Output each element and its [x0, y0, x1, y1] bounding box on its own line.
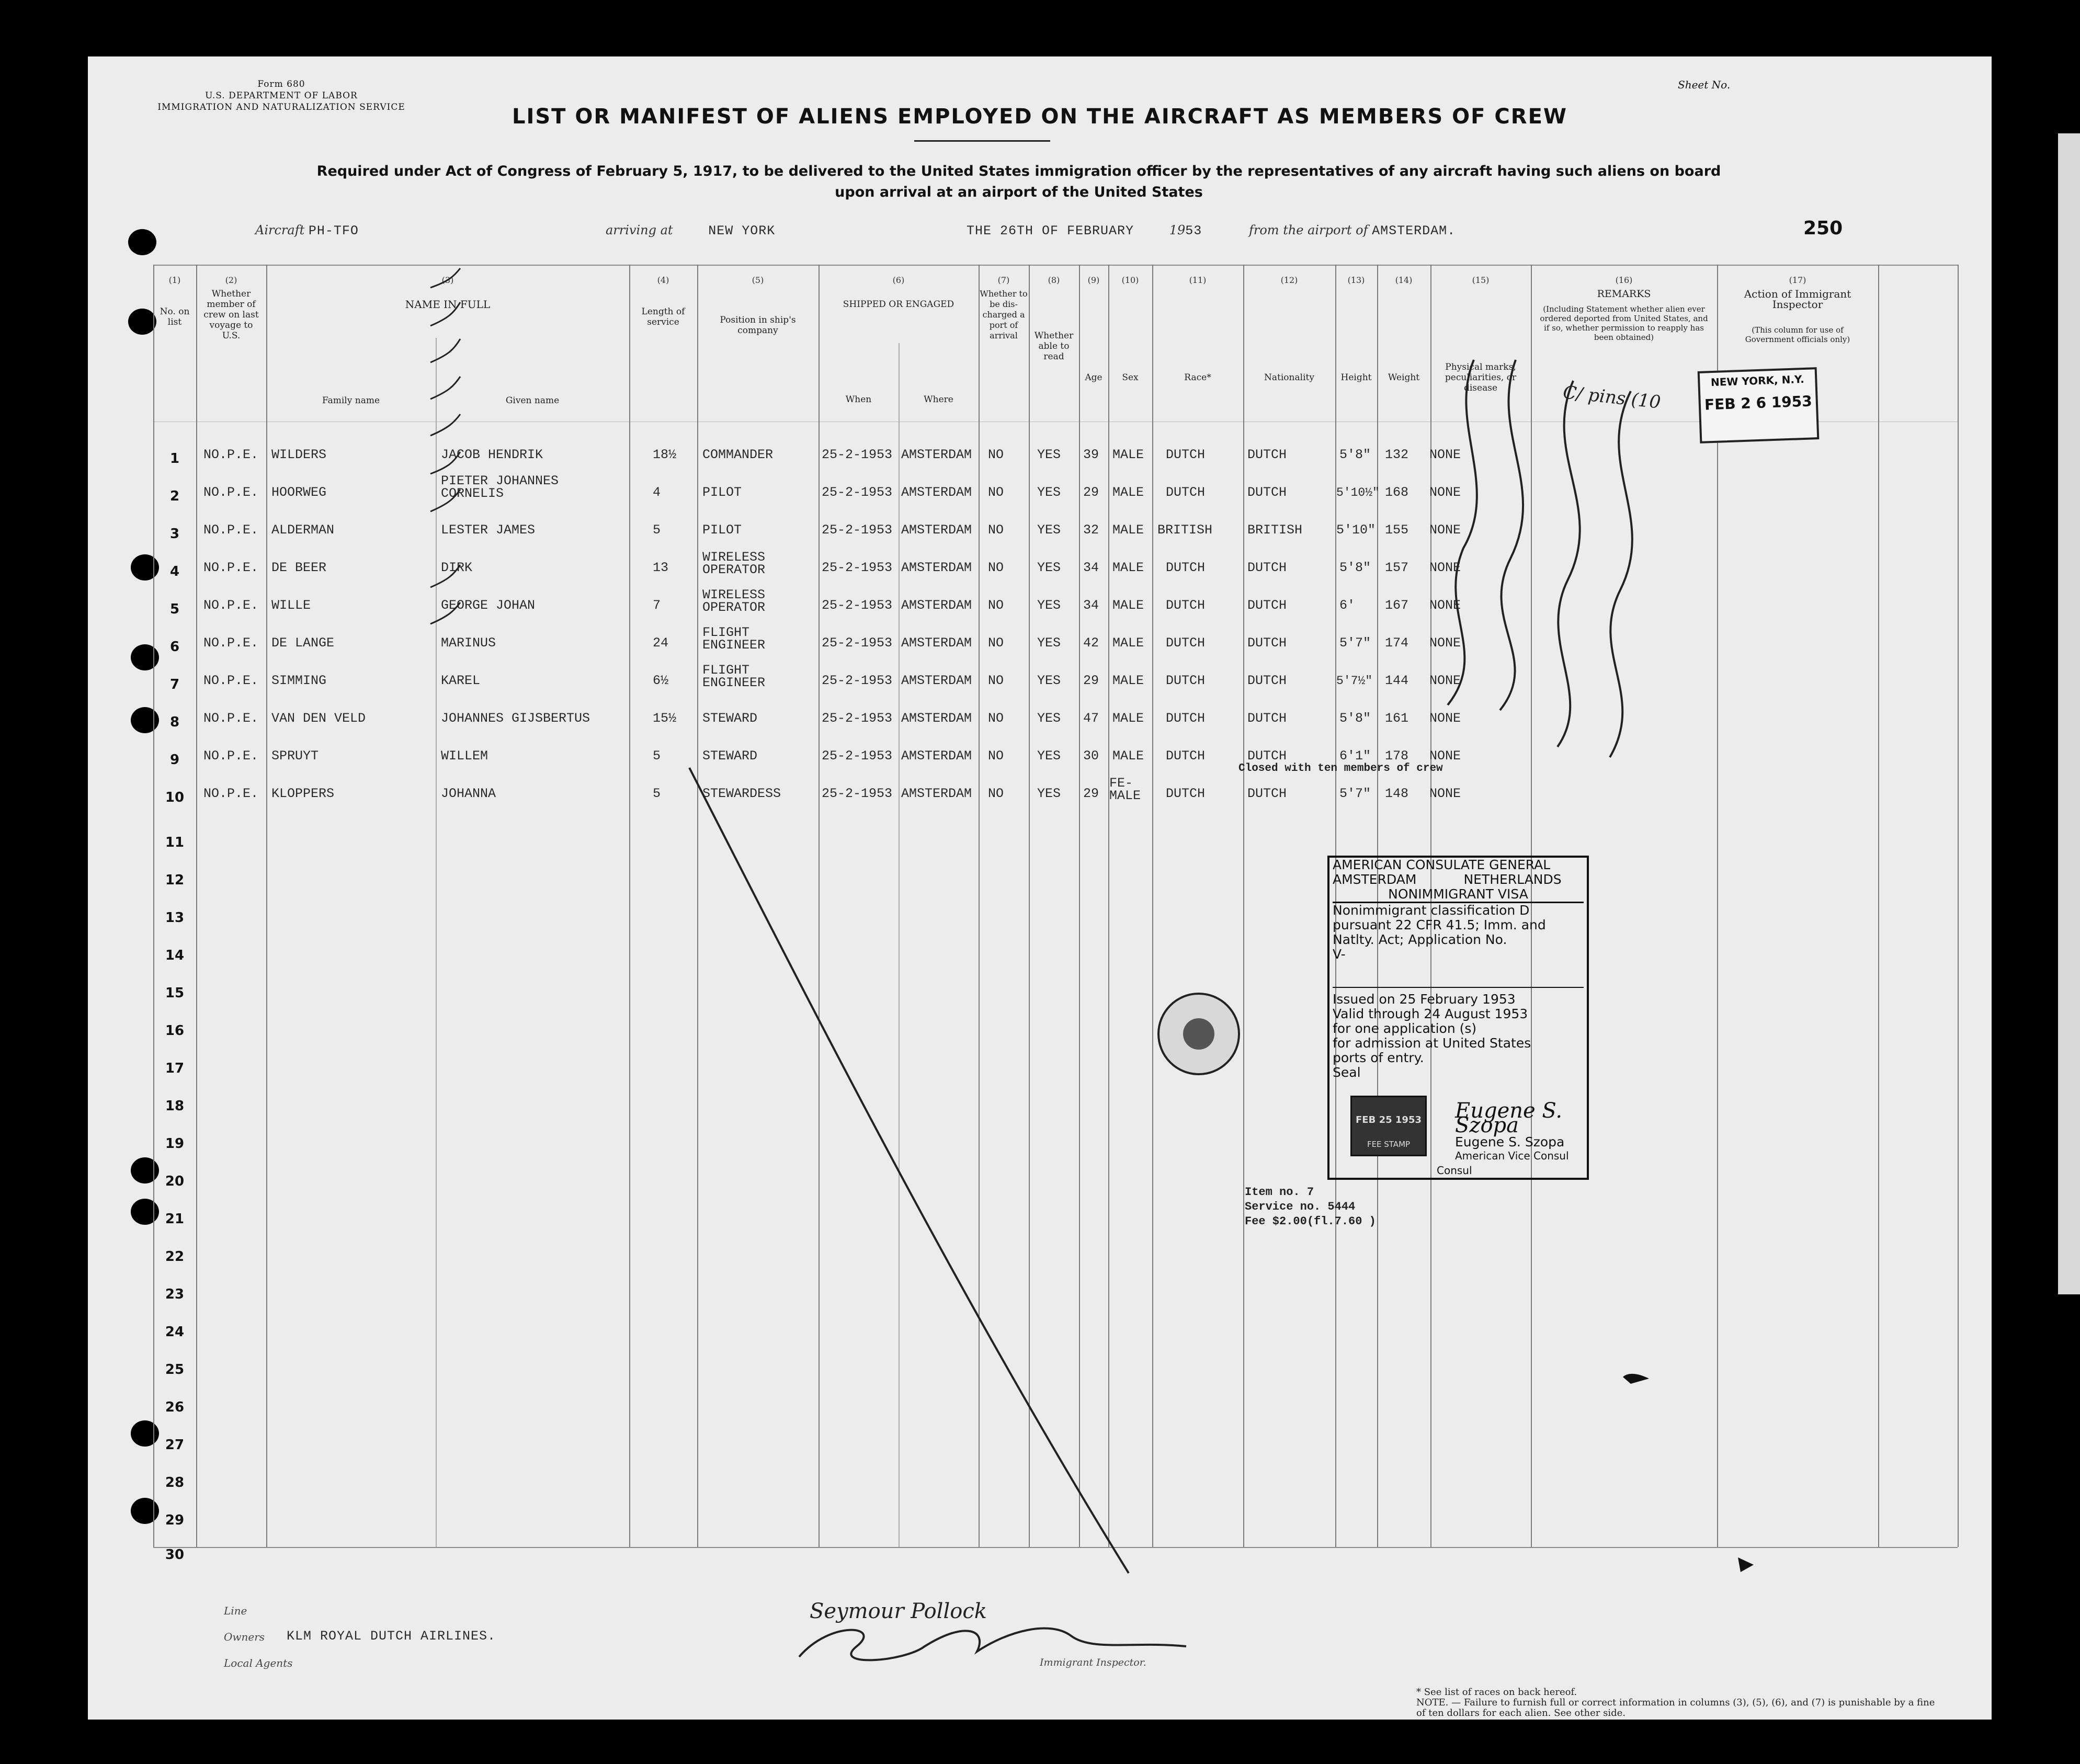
cell-marks: NONE	[1429, 522, 1461, 538]
cell-given-name: JOHANNES GIJSBERTUS	[441, 711, 590, 726]
cell-where: AMSTERDAM	[901, 673, 972, 688]
fee-stamp-label: FEE STAMP	[1367, 1140, 1411, 1149]
cell-race: DUTCH	[1166, 635, 1206, 651]
cell-weight: 161	[1385, 711, 1409, 726]
cell-race: DUTCH	[1166, 673, 1206, 688]
consulate-seal	[1157, 993, 1240, 1075]
cell-marks: NONE	[1429, 673, 1461, 688]
cell-family-name: VAN DEN VELD	[271, 711, 366, 726]
cell-read: YES	[1037, 786, 1061, 801]
owners-value: KLM ROYAL DUTCH AIRLINES.	[287, 1629, 496, 1644]
cell-discharged: NO	[988, 786, 1004, 801]
row-number: 29	[165, 1512, 185, 1528]
fee-stamp-date: FEB 25 1953	[1356, 1114, 1422, 1125]
cell-family-name: KLOPPERS	[271, 786, 335, 801]
visa-admission: for admission at United States	[1333, 1035, 1531, 1051]
cell-read: YES	[1037, 748, 1061, 764]
col-header-marks: Physical marks, peculiarities, or disease	[1445, 362, 1517, 393]
consul-name: Eugene S. Szopa	[1455, 1134, 1565, 1150]
cell-race: DUTCH	[1166, 485, 1206, 500]
cell-where: AMSTERDAM	[901, 598, 972, 613]
col-header-action: Action of Immigrant Inspector	[1744, 288, 1851, 311]
cell-position: COMMANDER	[702, 447, 774, 462]
cell-nationality: DUTCH	[1247, 447, 1287, 462]
cell-when: 25-2-1953	[822, 485, 893, 500]
cell-nationality: DUTCH	[1247, 560, 1287, 575]
col-number: (4)	[657, 275, 669, 285]
cell-weight: 178	[1385, 748, 1409, 764]
col-header-given-name: Given name	[505, 395, 560, 406]
row-number: 8	[169, 714, 180, 730]
col-header-weight: Weight	[1388, 372, 1420, 383]
stamp-date: FEB 2 6 1953	[1704, 392, 1813, 414]
col-number: (13)	[1347, 275, 1365, 285]
port-entry-stamp	[1698, 367, 1820, 443]
col-header-nationality: Nationality	[1264, 372, 1314, 383]
cell-read: YES	[1037, 560, 1061, 575]
cancel-line	[689, 768, 1129, 1573]
cell-discharged: NO	[988, 711, 1004, 726]
row-number: 21	[165, 1211, 185, 1227]
col-number: (3)	[441, 275, 454, 285]
cell-height: 5'7"	[1339, 635, 1371, 651]
col-number: (5)	[752, 275, 764, 285]
cell-weight: 174	[1385, 635, 1409, 651]
cell-weight: 132	[1385, 447, 1409, 462]
col-number: (2)	[225, 275, 237, 285]
cell-family-name: WILLE	[271, 598, 311, 613]
cell-height: 5'10"	[1336, 522, 1376, 538]
cell-when: 25-2-1953	[822, 786, 893, 801]
cell-discharged: NO	[988, 522, 1004, 538]
cell-position: STEWARDESS	[702, 786, 781, 801]
arriving-field: arriving at NEW YORK	[606, 223, 776, 238]
cell-read: YES	[1037, 522, 1061, 538]
row-number: 16	[165, 1023, 185, 1039]
col-number: (10)	[1121, 275, 1139, 285]
row-number: 28	[165, 1475, 185, 1490]
cell-where: AMSTERDAM	[901, 748, 972, 764]
cell-marks: NONE	[1429, 598, 1461, 613]
cell-prev-voyage: NO.P.E.	[203, 522, 259, 538]
cell-where: AMSTERDAM	[901, 711, 972, 726]
cell-given-name: DIRK	[441, 560, 473, 575]
col-header-action-note: (This column for use of Government officials only)	[1745, 325, 1850, 344]
col-header-when: When	[845, 394, 872, 405]
cell-service: 24	[653, 635, 669, 651]
col-header-discharged: Whether to be dis-charged a port of arrival	[980, 289, 1028, 340]
cell-nationality: DUTCH	[1247, 673, 1287, 688]
cell-weight: 167	[1385, 598, 1409, 613]
col-header-sex: Sex	[1122, 372, 1139, 383]
cell-where: AMSTERDAM	[901, 560, 972, 575]
row-number: 2	[169, 488, 180, 504]
col-number: (17)	[1789, 275, 1806, 285]
consul-signature: Eugene S. Szopa	[1455, 1099, 1563, 1137]
ditto-wave-3	[1558, 381, 1580, 747]
aircraft-field: Aircraft PH-TFO	[255, 223, 359, 238]
cell-nationality: DUTCH	[1247, 485, 1287, 500]
col-number: (12)	[1280, 275, 1298, 285]
cell-sex: MALE	[1112, 711, 1144, 726]
cell-sex: MALE	[1112, 447, 1144, 462]
row-number: 22	[165, 1249, 185, 1265]
cell-nationality: DUTCH	[1247, 748, 1287, 764]
col-number: (14)	[1395, 275, 1413, 285]
visa-classification: Nonimmigrant classification D	[1333, 903, 1530, 918]
col-number: (1)	[168, 275, 181, 285]
col-header-service: Length of service	[641, 306, 685, 327]
cell-prev-voyage: NO.P.E.	[203, 711, 259, 726]
cell-discharged: NO	[988, 673, 1004, 688]
col-header-prev-voyage: Whether member of crew on last voyage to U.S.	[203, 289, 259, 341]
date-field: THE 26TH OF FEBRUARY 1953	[967, 223, 1202, 238]
cell-sex: MALE	[1112, 748, 1144, 764]
cell-service: 18½	[653, 447, 677, 462]
cell-height: 6'1"	[1339, 748, 1371, 764]
cell-given-name: GEORGE JOHAN	[441, 598, 536, 613]
cell-sex: MALE	[1112, 560, 1144, 575]
cell-read: YES	[1037, 711, 1061, 726]
cell-read: YES	[1037, 485, 1061, 500]
col-header-race: Race*	[1184, 372, 1211, 383]
cell-where: AMSTERDAM	[901, 786, 972, 801]
cell-sex: MALE	[1112, 485, 1144, 500]
service-number: Service no. 5444	[1245, 1200, 1356, 1213]
row-number: 25	[165, 1362, 185, 1378]
col-header-read: Whether able to read	[1034, 331, 1074, 362]
col-header-shipped: SHIPPED OR ENGAGED	[843, 299, 954, 310]
cell-nationality: DUTCH	[1247, 598, 1287, 613]
cell-discharged: NO	[988, 635, 1004, 651]
cell-given-name: PIETER JOHANNES CORNELIS	[441, 473, 559, 501]
cell-race: DUTCH	[1166, 748, 1206, 764]
col-number: (11)	[1189, 275, 1207, 285]
visa-seal: Seal	[1333, 1065, 1361, 1080]
inspector-label: Immigrant Inspector.	[1040, 1657, 1146, 1668]
cell-family-name: SPRUYT	[271, 748, 319, 764]
cell-race: DUTCH	[1166, 786, 1206, 801]
cell-service: 5	[653, 522, 661, 538]
cell-position: FLIGHT ENGINEER	[702, 663, 766, 690]
cell-when: 25-2-1953	[822, 635, 893, 651]
col-header-remarks: REMARKS	[1597, 288, 1651, 300]
visa-issued: Issued on 25 February 1953	[1333, 992, 1516, 1007]
cell-where: AMSTERDAM	[901, 447, 972, 462]
row-number: 4	[169, 564, 180, 579]
fee-record	[1245, 1185, 1376, 1229]
cell-prev-voyage: NO.P.E.	[203, 447, 259, 462]
cell-family-name: ALDERMAN	[271, 522, 335, 538]
visa-city-country: AMSTERDAM NETHERLANDS	[1333, 872, 1562, 887]
adjacent-page-edge	[2058, 133, 2080, 1294]
cell-family-name: DE BEER	[271, 560, 327, 575]
cell-when: 25-2-1953	[822, 522, 893, 538]
cell-marks: NONE	[1429, 786, 1461, 801]
visa-number: V-	[1333, 947, 1346, 962]
col-header-height: Height	[1340, 372, 1372, 383]
row-number: 1	[169, 451, 180, 466]
cell-when: 25-2-1953	[822, 560, 893, 575]
cell-prev-voyage: NO.P.E.	[203, 673, 259, 688]
row-number: 6	[169, 639, 180, 655]
fee-stamp	[1350, 1096, 1427, 1156]
ditto-wave-4	[1610, 391, 1632, 757]
cell-nationality: BRITISH	[1247, 522, 1303, 538]
cell-age: 34	[1083, 560, 1099, 575]
row-number: 9	[169, 752, 180, 768]
cell-age: 30	[1083, 748, 1099, 764]
cell-given-name: WILLEM	[441, 748, 488, 764]
cell-weight: 144	[1385, 673, 1409, 688]
col-header-remarks-note: (Including Statement whether alien ever ordered deported from United States, and if so, whether permission to reapply has been obtained)	[1540, 304, 1708, 342]
cell-race: DUTCH	[1166, 598, 1206, 613]
cell-read: YES	[1037, 635, 1061, 651]
local-agents-label: Local Agents	[224, 1657, 293, 1669]
cell-height: 5'7½"	[1336, 674, 1373, 688]
cell-height: 5'8"	[1339, 447, 1371, 462]
row-number: 27	[165, 1437, 185, 1453]
cell-nationality: DUTCH	[1247, 635, 1287, 651]
cell-discharged: NO	[988, 560, 1004, 575]
cell-read: YES	[1037, 598, 1061, 613]
row-number: 14	[165, 948, 185, 963]
cell-position: PILOT	[702, 522, 742, 538]
cell-nationality: DUTCH	[1247, 711, 1287, 726]
cell-position: WIRELESS OPERATOR	[702, 587, 766, 615]
line-label: Line	[224, 1604, 247, 1617]
ditto-wave-2	[1500, 360, 1523, 710]
row-number: 11	[165, 835, 185, 850]
col-number: (7)	[997, 275, 1010, 285]
cell-weight: 148	[1385, 786, 1409, 801]
cell-height: 5'8"	[1339, 560, 1371, 575]
cell-where: AMSTERDAM	[901, 522, 972, 538]
cell-service: 7	[653, 598, 661, 613]
cell-position: STEWARD	[702, 748, 758, 764]
col-number: (8)	[1048, 275, 1060, 285]
cell-age: 42	[1083, 635, 1099, 651]
cell-prev-voyage: NO.P.E.	[203, 748, 259, 764]
cell-marks: NONE	[1429, 748, 1461, 764]
cell-marks: NONE	[1429, 447, 1461, 462]
consul-word: Consul	[1437, 1164, 1472, 1177]
consular-visa-stamp	[1327, 856, 1589, 1180]
cell-when: 25-2-1953	[822, 673, 893, 688]
manifest-sheet	[88, 56, 1992, 1720]
cell-given-name: LESTER JAMES	[441, 522, 536, 538]
row-number: 10	[165, 790, 185, 805]
cell-nationality: DUTCH	[1247, 786, 1287, 801]
cell-discharged: NO	[988, 447, 1004, 462]
ditto-wave-1	[1448, 360, 1477, 705]
row-number: 18	[165, 1098, 185, 1114]
cell-discharged: NO	[988, 598, 1004, 613]
owners-label: Owners	[224, 1631, 265, 1643]
visa-pursuant: pursuant 22 CFR 41.5; Imm. and	[1333, 917, 1546, 932]
airport-field: from the airport of AMSTERDAM.	[1249, 223, 1456, 238]
cell-age: 34	[1083, 598, 1099, 613]
cell-race: DUTCH	[1166, 711, 1206, 726]
cell-height: 5'7"	[1339, 786, 1371, 801]
cell-prev-voyage: NO.P.E.	[203, 598, 259, 613]
cell-service: 5	[653, 786, 661, 801]
footnote: * See list of races on back hereof. NOTE. — Failure to furnish full or correct information in columns (3), (5), (6), and (7) is punishable by a fine of ten dollars for each alien. See other side.	[1416, 1687, 1935, 1719]
cell-when: 25-2-1953	[822, 447, 893, 462]
cell-service: 6½	[653, 673, 669, 688]
cell-age: 29	[1083, 673, 1099, 688]
inspector-signature: Seymour Pollock	[810, 1599, 987, 1623]
cell-when: 25-2-1953	[822, 598, 893, 613]
cell-family-name: SIMMING	[271, 673, 327, 688]
page-number: 250	[1803, 218, 1843, 239]
form-identifier: Form 680 U.S. DEPARTMENT OF LABOR IMMIGRATION AND NATURALIZATION SERVICE	[157, 79, 405, 112]
cell-family-name: DE LANGE	[271, 635, 335, 651]
cell-marks: NONE	[1429, 635, 1461, 651]
col-header-age: Age	[1085, 372, 1102, 383]
handwritten-marks	[88, 56, 1992, 1720]
cell-prev-voyage: NO.P.E.	[203, 485, 259, 500]
cell-age: 29	[1083, 786, 1099, 801]
row-number: 30	[165, 1547, 185, 1563]
cell-sex: MALE	[1112, 598, 1144, 613]
col-header-no: No. on list	[160, 306, 190, 327]
cell-sex: MALE	[1112, 673, 1144, 688]
visa-for: for one application (s)	[1333, 1021, 1477, 1036]
cell-service: 15½	[653, 711, 677, 726]
visa-valid: Valid through 24 August 1953	[1333, 1006, 1528, 1021]
row-number: 23	[165, 1287, 185, 1302]
cell-discharged: NO	[988, 748, 1004, 764]
visa-type: NONIMMIGRANT VISA	[1333, 887, 1584, 903]
ink-blot	[1623, 1374, 1649, 1384]
cell-service: 4	[653, 485, 661, 500]
col-header-position: Position in ship's company	[720, 315, 796, 336]
flag-mark	[1738, 1557, 1754, 1572]
cell-given-name: JACOB HENDRIK	[441, 447, 543, 462]
row-number: 3	[169, 526, 180, 542]
cell-age: 47	[1083, 711, 1099, 726]
cell-marks: NONE	[1429, 485, 1461, 500]
cell-where: AMSTERDAM	[901, 635, 972, 651]
cell-sex: MALE	[1112, 522, 1144, 538]
cell-weight: 168	[1385, 485, 1409, 500]
cell-read: YES	[1037, 673, 1061, 688]
cell-race: DUTCH	[1166, 447, 1206, 462]
cell-height: 5'8"	[1339, 711, 1371, 726]
cell-sex: MALE	[1112, 635, 1144, 651]
visa-ports: ports of entry.	[1333, 1050, 1424, 1065]
row-number: 15	[165, 985, 185, 1001]
row-number: 17	[165, 1061, 185, 1076]
cell-age: 32	[1083, 522, 1099, 538]
cell-family-name: WILDERS	[271, 447, 327, 462]
cell-position: FLIGHT ENGINEER	[702, 625, 766, 653]
cell-discharged: NO	[988, 485, 1004, 500]
cell-where: AMSTERDAM	[901, 485, 972, 500]
cell-prev-voyage: NO.P.E.	[203, 560, 259, 575]
item-number: Item no. 7	[1245, 1186, 1314, 1199]
col-number: (9)	[1087, 275, 1100, 285]
name-strike	[430, 268, 460, 624]
cell-given-name: MARINUS	[441, 635, 496, 651]
cell-given-name: JOHANNA	[441, 786, 496, 801]
cell-marks: NONE	[1429, 560, 1461, 575]
seal-emblem	[1183, 1018, 1214, 1050]
cell-position: STEWARD	[702, 711, 758, 726]
cell-read: YES	[1037, 447, 1061, 462]
cell-service: 5	[653, 748, 661, 764]
cell-position: WIRELESS OPERATOR	[702, 550, 766, 577]
row-number: 19	[165, 1136, 185, 1152]
fee-amount: Fee $2.00(fl.7.60 )	[1245, 1215, 1376, 1228]
row-number: 12	[165, 872, 185, 888]
col-number: (15)	[1472, 275, 1490, 285]
inspector-signature-scrawl	[799, 1629, 1186, 1660]
visa-blank-line	[1333, 962, 1584, 988]
col-number: (6)	[892, 275, 905, 285]
cell-marks: NONE	[1429, 711, 1461, 726]
form-subtitle: Required under Act of Congress of February 5, 1917, to be delivered to the United States immigration officer by the representatives of any aircraft having such aliens on board upon arrival at an airport of the United States	[316, 163, 1721, 200]
visa-application: Natlty. Act; Application No.	[1333, 932, 1507, 947]
cell-position: PILOT	[702, 485, 742, 500]
col-header-name: NAME IN FULL	[405, 298, 491, 311]
stamp-city: NEW YORK, N.Y.	[1710, 372, 1805, 389]
cell-race: DUTCH	[1166, 560, 1206, 575]
cell-age: 29	[1083, 485, 1099, 500]
row-number: 5	[169, 601, 180, 617]
cell-when: 25-2-1953	[822, 711, 893, 726]
cell-when: 25-2-1953	[822, 748, 893, 764]
col-number: (16)	[1615, 275, 1633, 285]
cell-prev-voyage: NO.P.E.	[203, 635, 259, 651]
visa-consulate: AMERICAN CONSULATE GENERAL	[1333, 857, 1551, 872]
col-header-family-name: Family name	[322, 395, 380, 406]
consul-title: American Vice Consul	[1455, 1150, 1569, 1162]
sheet-number-label: Sheet No.	[1678, 78, 1731, 91]
remarks-handwriting: C/ pins (10	[1562, 382, 1662, 413]
cell-race: BRITISH	[1157, 522, 1213, 538]
cell-age: 39	[1083, 447, 1099, 462]
cell-prev-voyage: NO.P.E.	[203, 786, 259, 801]
cell-family-name: HOORWEG	[271, 485, 327, 500]
row-number: 7	[169, 677, 180, 692]
row-number: 24	[165, 1324, 185, 1340]
row-number: 20	[165, 1174, 185, 1189]
cell-height: 6'	[1339, 598, 1356, 613]
cell-sex: FE-MALE	[1109, 776, 1141, 803]
cell-weight: 155	[1385, 522, 1409, 538]
cell-height: 5'10½"	[1336, 486, 1380, 499]
row-number: 13	[165, 910, 185, 926]
row-number: 26	[165, 1399, 185, 1415]
col-header-where: Where	[924, 394, 953, 405]
form-title: LIST OR MANIFEST OF ALIENS EMPLOYED ON THE AIRCRAFT AS MEMBERS OF CREW	[512, 105, 1568, 129]
cell-service: 13	[653, 560, 669, 575]
cell-weight: 157	[1385, 560, 1409, 575]
closed-with-line: Closed with ten members of crew	[1238, 762, 1443, 775]
cell-given-name: KAREL	[441, 673, 481, 688]
